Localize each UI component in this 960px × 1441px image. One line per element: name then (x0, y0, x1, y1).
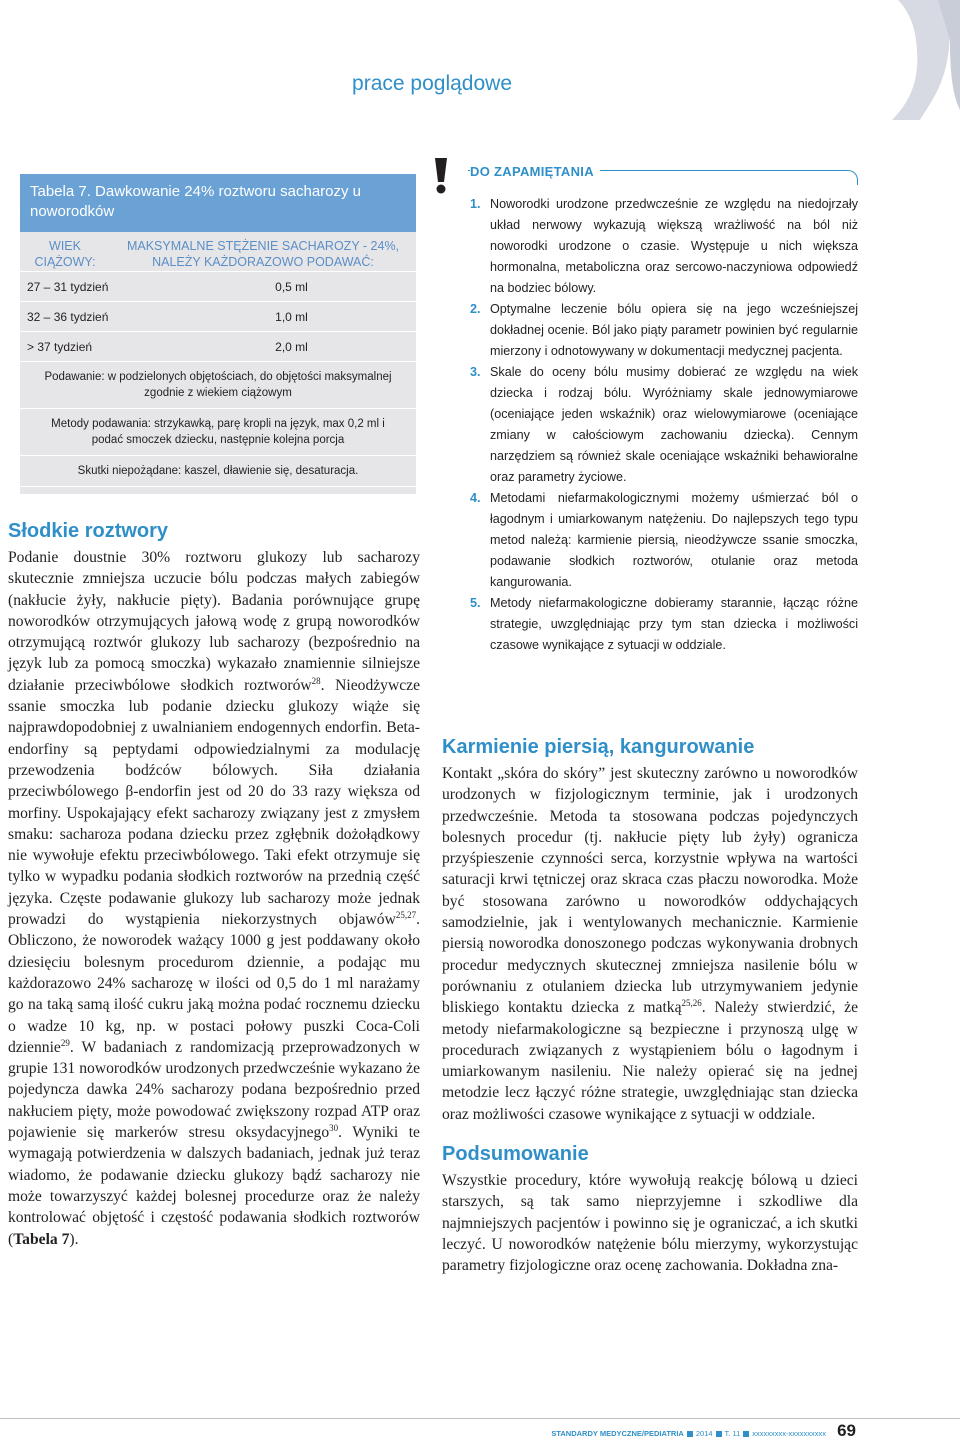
citation: 30 (329, 1122, 339, 1133)
table-cell-age: 32 – 36 tydzień (27, 309, 109, 324)
square-bullet-icon (716, 1431, 722, 1437)
journal-year: 2014 (695, 1429, 713, 1438)
section-label: prace poglądowe (352, 72, 512, 95)
body-paragraph (442, 763, 858, 1125)
table-cell-age: 27 – 31 tydzień (27, 279, 109, 294)
text-run: . Należy stwierdzić, że metody niefarmakologiczne są bezpieczne i przynoszą ulgę w procedurach związanych z wystąpieniem bólu o łagodnym i umiarkowanym nasileniu. Nie należy opierać się na jednej metodzie lecz łączyć różne strategie, uwzględniając stan dziecka oraz możliwości czasowe wynikające z sytuacji w oddziale. (442, 999, 858, 1123)
footer-citation (551, 1429, 826, 1438)
citation: 25,27 (395, 909, 417, 920)
citation: 29 (60, 1037, 70, 1048)
table-row (20, 272, 416, 302)
square-bullet-icon (743, 1431, 749, 1437)
section-heading-summary: Podsumowanie (442, 1143, 589, 1166)
column-header-age: WIEK CIĄŻOWY: (34, 239, 96, 269)
footer-divider (0, 1418, 960, 1419)
page-footer (0, 1418, 960, 1440)
journal-volume: T. 11 (724, 1429, 741, 1438)
list-item (428, 299, 858, 362)
section-heading-sweet-solutions: Słodkie roztwory (8, 520, 169, 542)
remember-list (428, 194, 858, 656)
right-column (442, 736, 858, 1277)
list-text: Noworodki urodzone przedwcześnie ze względu na niedojrzały układ nerwowy wykazują większą wrażliwość na ból niż noworodki urodzone o czasie. Występuje u nich większa hormonalna, metaboliczna oraz sercowo-naczyniowa odpowiedź na bodziec bólowy. (490, 197, 858, 295)
text-run: Podanie doustnie 30% roztworu glukozy lub sacharozy skutecznie zmniejsza uczucie bólu podczas małych zabiegów (nakłucie żyły, nakłucie pięty). Badania porównujące grupę noworodków otrzymujących jałową wodę z grupą noworodków otrzymującą roztwór glukozy lub sacharozy (bezpośrednio na język lub za pomocą smoczka) wykazało znamiennie silniejsze działanie przeciwbólowe słodkich roztworów (8, 549, 420, 694)
table-reference: Tabela 7 (13, 1230, 70, 1248)
citation: 28 (311, 675, 321, 686)
table-note: Metody podawania: strzykawką, parę kropli na język, max 0,2 ml i podać smoczek dziecku, następnie kolejna porcja (20, 409, 416, 456)
list-number: 3. (470, 365, 481, 379)
list-text: Optymalne leczenie bólu opiera się na jego wcześniejszej dokładnej ocenie. Ból jako piąty parametr powinien być regularnie mierzony i odnotowywany w dokumentacji medycznej pacjenta. (490, 302, 858, 358)
dosage-table (20, 174, 416, 494)
list-item (428, 488, 858, 593)
journal-section: /PEDIATRIA (641, 1429, 684, 1438)
list-item (428, 362, 858, 488)
table-row (20, 332, 416, 362)
list-text: Metodami niefarmakologicznymi możemy uśmierzać ból o łagodnym i umiarkowanym natężeniu. Do najlepszych tego typu metod należą: karmienie piersią, nieodżywcze ssanie smoczka, podawanie słodkich roztworów, otulanie oraz metoda kangurowania. (490, 491, 858, 589)
text-run: . Wyniki te wymagają potwierdzenia w dalszych badaniach, jednak już teraz wiadomo, że podawanie dziecku glukozy bądź sacharozy nie może towarzyszyć każdej bolesnej procedurze oraz że należy kontrolować objętość i częstość podawania słodkich roztworów ( (8, 1124, 420, 1248)
left-column (8, 520, 420, 1250)
body-paragraph (8, 547, 420, 1250)
square-bullet-icon (687, 1431, 693, 1437)
list-text: Skale do oceny bólu musimy dobierać ze względu na wiek dziecka i rodzaj bólu. Wyróżniamy skale jednowymiarowe (oceniające jeden wskaźnik) oraz wielowymiarowe (oceniające zmiany w całościowym zachowaniu dziecka). Cennym narzędziem są również skale oceniające wskaźniki behawioralne oraz parametry życiowe. (490, 365, 858, 484)
text-run: . W badaniach z randomizacją przeprowadzonych w grupie 131 noworodków urodzonych przedwcześnie wykazano że pojedyncza dawka 24% sacharozy podana bezpośrednio przed nakłuciem pięty, może powodować zwiększony rozpad ATP oraz pojawienie się markerów stresu oksydacyjnego (8, 1038, 420, 1142)
remember-title: DO ZAPAMIĘTANIA (470, 164, 600, 179)
table-title: Tabela 7. Dawkowanie 24% roztworu sacharozy u noworodków (20, 174, 416, 232)
table-note: Skutki niepożądane: kaszel, dławienie się, desaturacja. (20, 456, 416, 487)
decorative-corner-shape (880, 0, 960, 120)
body-paragraph: Wszystkie procedury, które wywołują reakcję bólową u dzieci starszych, są tak samo nieprzyjemne i szkodliwe dla najmniejszych pacjentów i powinno się je ograniczać, a ich skutki leczyć. U noworodków natężenie bólu mierzymy, wykorzystując parametry fizjologiczne oraz ocenę zachowania. Dokładna zna- (442, 1172, 858, 1275)
column-header-dose: MAKSYMALNE STĘŻENIE SACHAROZY - 24%, NALEŻY KAŻDORAZOWO PODAWAĆ: (126, 239, 400, 269)
list-item (428, 593, 858, 656)
page-number: 69 (837, 1421, 856, 1440)
text-run: Kontakt „skóra do skóry” jest skuteczny zarówno u noworodków urodzonych w fizjologicznym terminie, jak i urodzonych przedwcześnie. Metoda ta stosowana podczas pojedynczych bolesnych procedur (tj. nakłucie pięty lub żyły) ogranicza przyśpieszenie czynności serca, korzystnie wpływa na wartości saturacji krwi tętniczej oraz skraca czas płaczu noworodka. Może być stosowana zarówno u noworodków oddychających samodzielnie, jak i wentylowanych mechanicznie. Karmienie piersią noworodka donoszonego podczas wykonywania drobnych procedur medycznych skutecznej zmniejsza nasilenie bólu w porównaniu z otulaniem dziecka lub utrzymywaniem jedynie bliskiego kontaktu dziecka z matką (442, 765, 858, 1017)
table-cell-dose: 1,0 ml (275, 309, 308, 324)
table-row (20, 302, 416, 332)
remember-header (428, 154, 858, 194)
exclamation-icon (426, 158, 456, 194)
remember-box (428, 154, 858, 656)
text-run: . Obliczono, że noworodek ważący 1000 g jest poddawany około dziesięciu bolesnym procedurom dziennie, a podając mu każdorazowo 24% sacharozę w ilości od 0,5 do 1 ml narażamy go na taką samą ilość cukru jaką można podać rocznemu dziecku o wadze 10 kg, np. w postaci połowy puszki Coca-Coli dziennie (8, 911, 420, 1056)
table-cell-dose: 2,0 ml (275, 339, 308, 354)
citation: 25,26 (681, 998, 702, 1009)
journal-name: STANDARDY MEDYCZNE (551, 1429, 642, 1438)
journal-pages: xxxxxxxxx-xxxxxxxxxx (752, 1429, 826, 1438)
list-number: 2. (470, 302, 481, 316)
table-note: Podawanie: w podzielonych objętościach, do objętości maksymalnej zgodnie z wiekiem ciążowym (20, 362, 416, 409)
list-number: 5. (470, 596, 481, 610)
list-text: Metody niefarmakologiczne dobieramy starannie, łącząc różne strategie, uwzględniając przy tym stan dziecka i możliwości czasowe wynikające z sytuacji w oddziale. (490, 596, 858, 652)
list-number: 1. (470, 197, 481, 211)
table-cell-age: > 37 tydzień (27, 339, 93, 354)
text-run: . Nieodżywcze ssanie smoczka lub podanie dziecku glukozy wiąże się najprawdopodobniej z uwalnianiem endogennych endorfin. Beta-endorfiny są peptydami odpowiedzialnymi za modulację przewodzenia bodźców bólowych. Siła działania przeciwbólowego β-endorfin jest od 20 do 33 razy większa od morfiny. Uspokajający efekt sacharozy związany jest z zmysłem smaku: sacharoza podana dziecku przez zgłębnik dożołądkowy nie wywołuje efektu przeciwbólowego. Taki efekt otrzymuje się tylko w wypadku podania słodkich roztworów na przednią część języka. Częste podawanie glukozy lub sacharozy może jednak prowadzi do wystąpienia niekorzystnych objawów (8, 676, 421, 929)
text-run: ). (69, 1230, 79, 1248)
table-header-row (20, 232, 416, 272)
list-number: 4. (470, 491, 481, 505)
section-heading-breastfeeding: Karmienie piersią, kangurowanie (442, 736, 755, 758)
table-cell-dose: 0,5 ml (275, 279, 308, 294)
list-item (428, 194, 858, 299)
